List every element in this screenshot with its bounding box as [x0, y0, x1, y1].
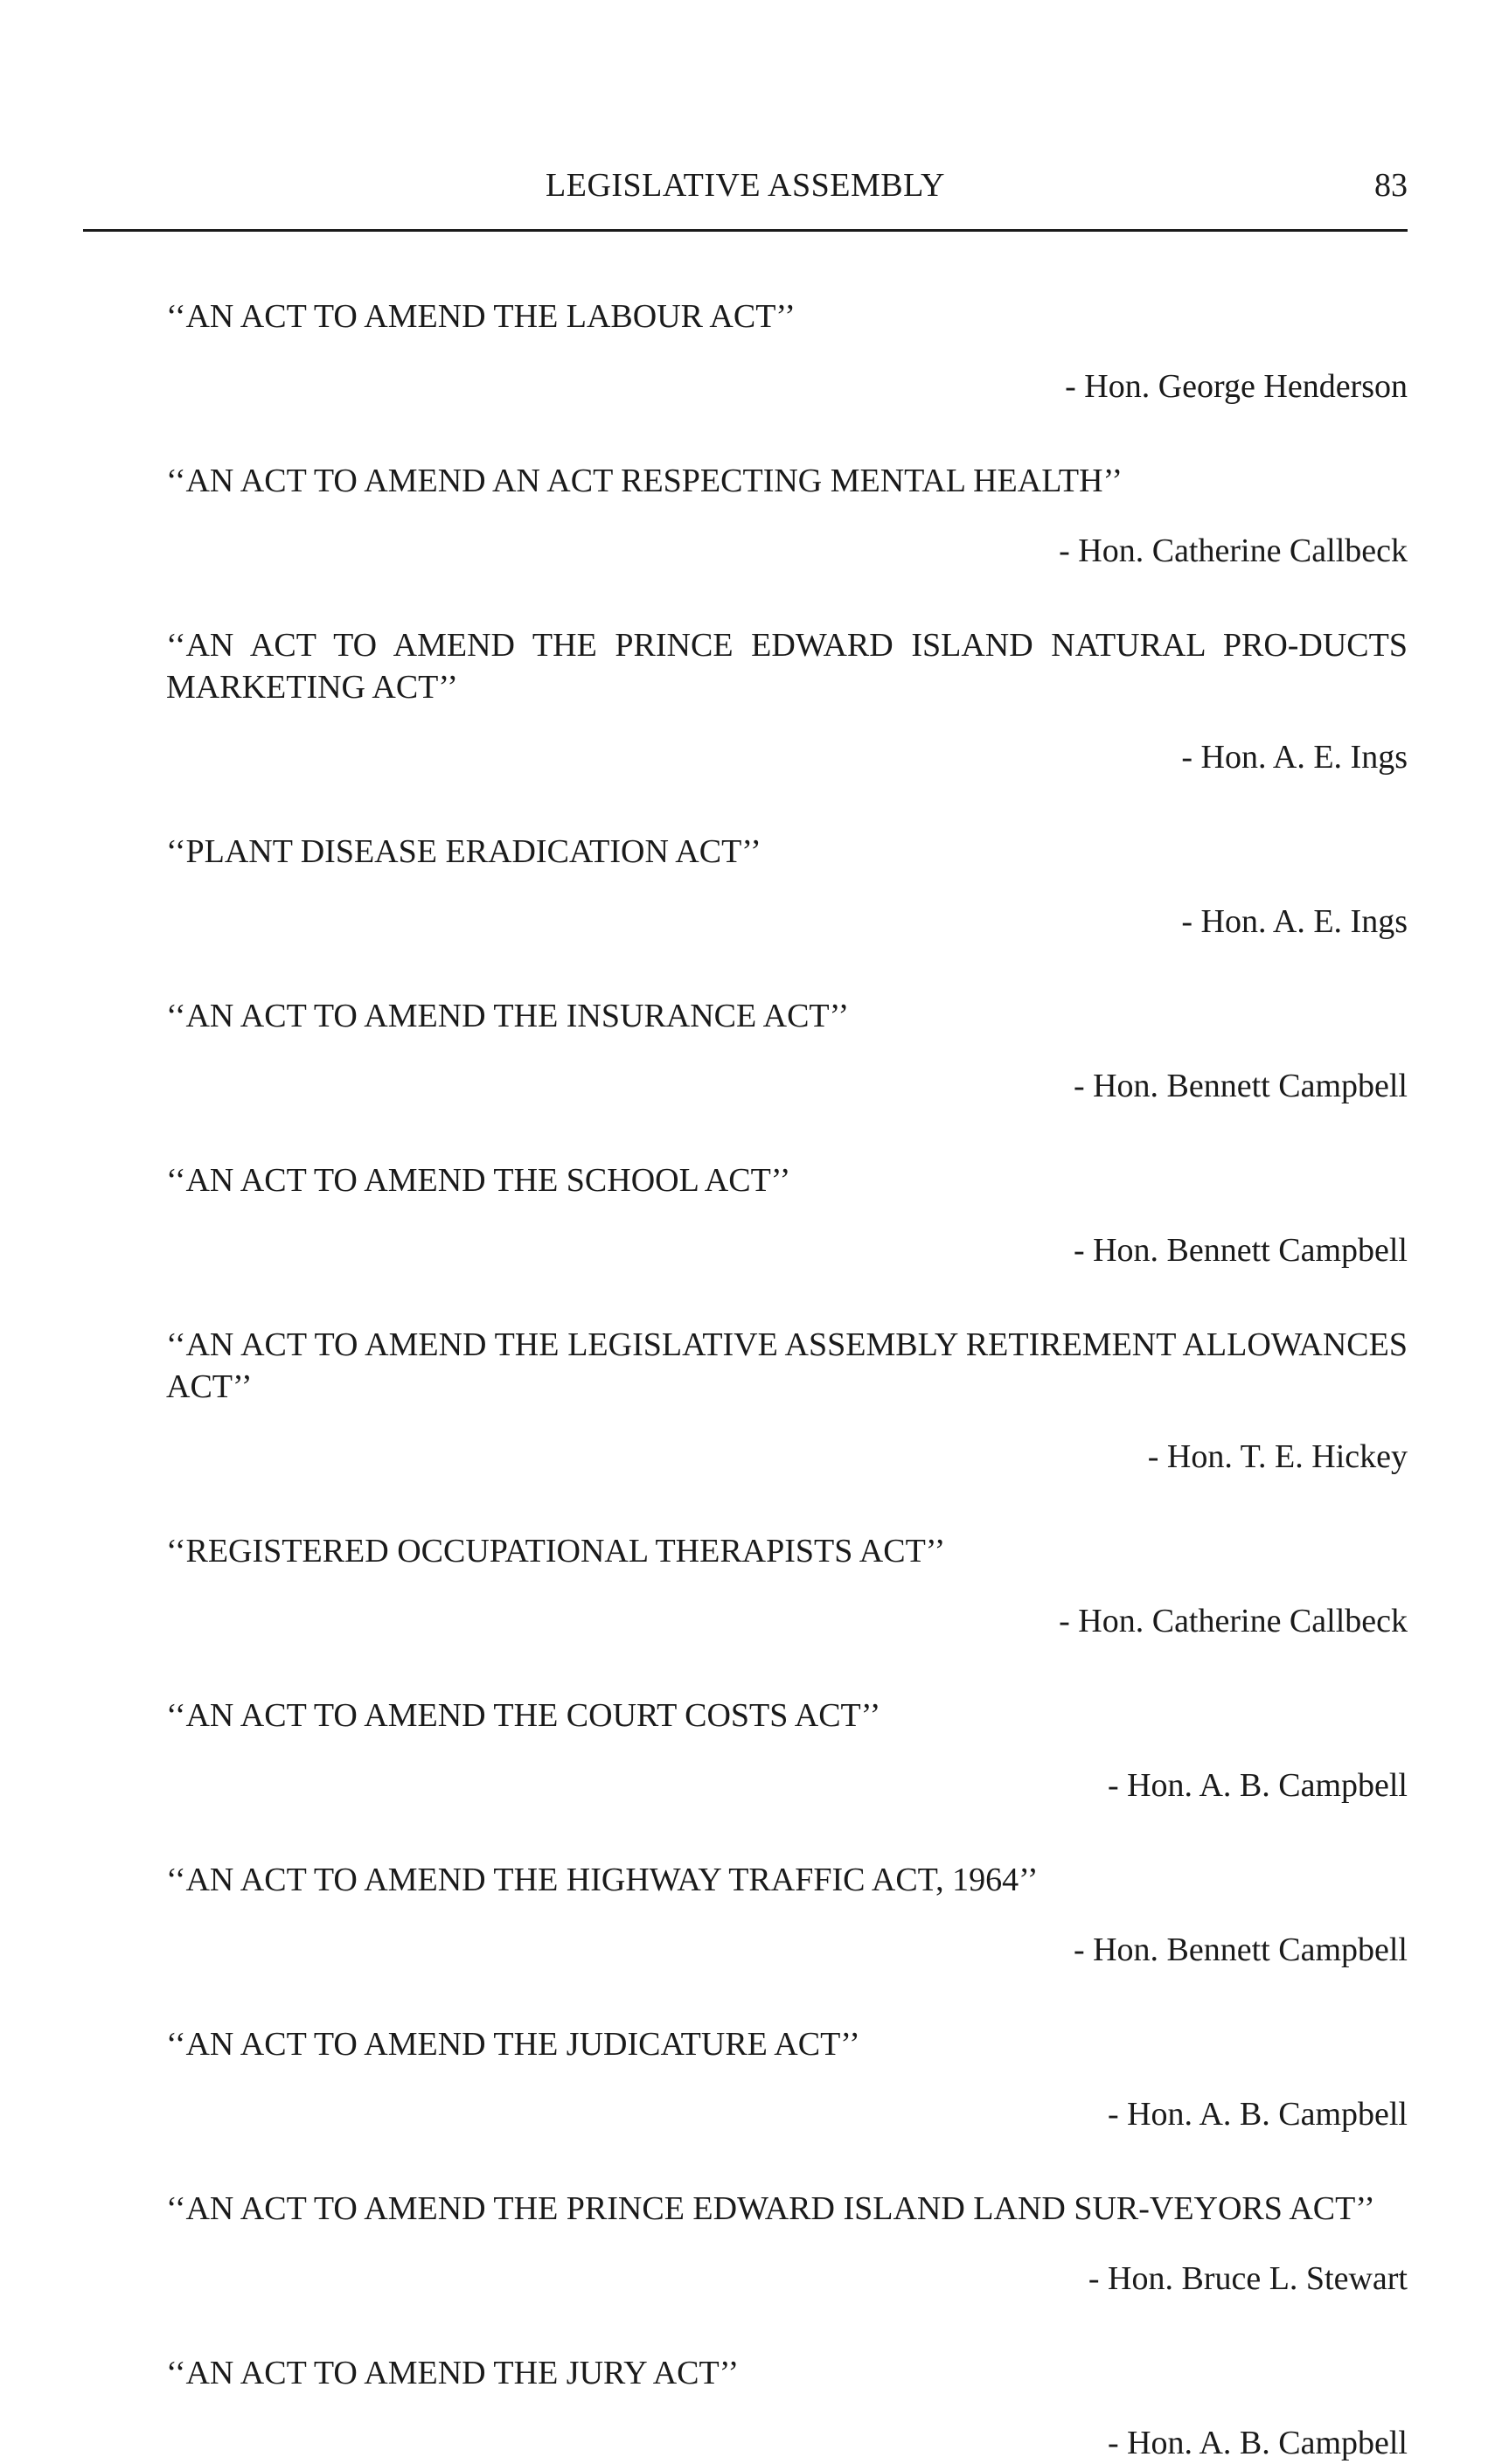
bill-sponsor: - Hon. George Henderson [1065, 368, 1408, 405]
bill-entry [166, 1159, 1408, 1271]
bill-sponsor: - Hon. A. B. Campbell [1107, 2096, 1408, 2133]
bill-entry [166, 1530, 1408, 1642]
bill-entry [166, 460, 1408, 572]
bill-entry [166, 2023, 1408, 2135]
bill-sponsor: - Hon. Bennett Campbell [1073, 1068, 1408, 1104]
bill-sponsor: - Hon. Catherine Callbeck [1059, 532, 1408, 569]
bill-title: ‘‘AN ACT TO AMEND THE INSURANCE ACT’’ [166, 998, 850, 1034]
bill-title: ‘‘AN ACT TO AMEND THE HIGHWAY TRAFFIC ACT, 1964’’ [166, 1862, 1039, 1898]
bill-sponsor: - Hon. T. E. Hickey [1147, 1438, 1408, 1475]
bill-entry [166, 1859, 1408, 1971]
bill-entry [166, 2352, 1408, 2464]
bill-entry [166, 1324, 1408, 1478]
bill-title: ‘‘AN ACT TO AMEND THE LEGISLATIVE ASSEMBLY RETIREMENT ALLOWANCES ACT’’ [166, 1326, 1408, 1405]
page-number: 83 [1374, 167, 1408, 204]
bill-title: ‘‘AN ACT TO AMEND THE JUDICATURE ACT’’ [166, 2026, 860, 2063]
bill-entry [166, 995, 1408, 1107]
bill-list [166, 296, 1408, 2464]
bill-sponsor: - Hon. Catherine Callbeck [1059, 1603, 1408, 1639]
bill-title: ‘‘AN ACT TO AMEND THE PRINCE EDWARD ISLAND NATURAL PRO-DUCTS MARKETING ACT’’ [166, 627, 1408, 706]
bill-title: ‘‘REGISTERED OCCUPATIONAL THERAPISTS ACT’’ [166, 1533, 946, 1570]
bill-sponsor: - Hon. A. E. Ings [1181, 739, 1408, 776]
bill-title: ‘‘AN ACT TO AMEND THE COURT COSTS ACT’’ [166, 1697, 881, 1734]
bill-title: ‘‘AN ACT TO AMEND AN ACT RESPECTING MENTAL HEALTH’’ [166, 463, 1123, 499]
bill-entry [166, 831, 1408, 943]
page-header [83, 166, 1408, 210]
bill-entry [166, 1695, 1408, 1806]
bill-sponsor: - Hon. A. B. Campbell [1107, 1767, 1408, 1804]
running-title: LEGISLATIVE ASSEMBLY [546, 167, 945, 204]
bill-entry [166, 296, 1408, 407]
header-rule [83, 229, 1408, 232]
bill-sponsor: - Hon. Bennett Campbell [1073, 1932, 1408, 1968]
bill-title: ‘‘AN ACT TO AMEND THE LABOUR ACT’’ [166, 298, 796, 335]
bill-sponsor: - Hon. A. E. Ings [1181, 903, 1408, 940]
bill-sponsor: - Hon. Bruce L. Stewart [1088, 2260, 1408, 2297]
bill-title: ‘‘AN ACT TO AMEND THE SCHOOL ACT’’ [166, 1162, 791, 1199]
bill-entry [166, 2188, 1408, 2300]
bill-entry [166, 624, 1408, 778]
bill-title: ‘‘AN ACT TO AMEND THE PRINCE EDWARD ISLAND LAND SUR-VEYORS ACT’’ [166, 2190, 1375, 2227]
bill-sponsor: - Hon. Bennett Campbell [1073, 1232, 1408, 1269]
bill-sponsor: - Hon. A. B. Campbell [1107, 2425, 1408, 2461]
bill-title: ‘‘PLANT DISEASE ERADICATION ACT’’ [166, 833, 761, 870]
bill-title: ‘‘AN ACT TO AMEND THE JURY ACT’’ [166, 2355, 740, 2391]
